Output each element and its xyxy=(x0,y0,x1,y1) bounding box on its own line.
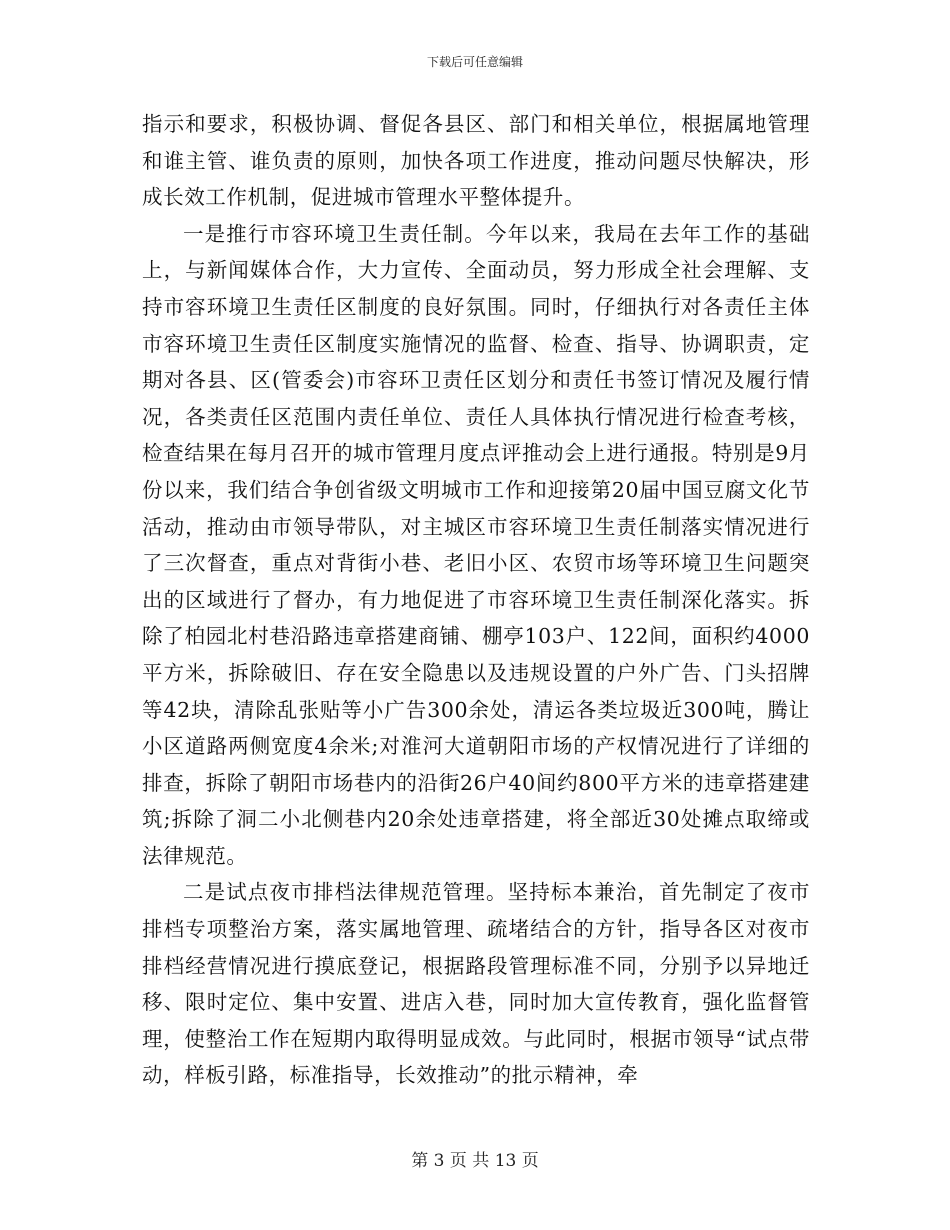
paragraph-continuation: 指示和要求，积极协调、督促各县区、部门和相关单位，根据属地管理和谁主管、谁负责的原则，加快各项工作进度，推动问题尽快解决，形成长效工作机制，促进城市管理水平整体提升。 xyxy=(142,112,810,210)
paragraph-sanitation-responsibility: 一是推行市容环境卫生责任制。今年以来，我局在去年工作的基础上，与新闻媒体合作，大力宣传、全面动员，努力形成全社会理解、支持市容环境卫生责任区制度的良好氛围。同时，仔细执行对各责任主体市容环境卫生责任区制度实施情况的监督、检查、指导、协调职责，定期对各县、区(管委会)市容环卫责任区划分和责任书签订情况及履行情况，各类责任区范围内责任单位、责任人具体执行情况进行检查考核，检查结果在每月召开的城市管理月度点评推动会上进行通报。特别是9月份以来，我们结合争创省级文明城市工作和迎接第20届中国豆腐文化节活动，推动由市领导带队，对主城区市容环境卫生责任制落实情况进行了三次督查，重点对背街小巷、老旧小区、农贸市场等环境卫生问题突出的区域进行了督办，有力地促进了市容环境卫生责任制深化落实。拆除了柏园北村巷沿路违章搭建商铺、棚亭103户、122间，面积约4000平方米，拆除破旧、存在安全隐患以及违规设置的户外广告、门头招牌等42块，清除乱张贴等小广告300余处，清运各类垃圾近300吨，腾让小区道路两侧宽度4余米;对淮河大道朝阳市场的产权情况进行了详细的排查，拆除了朝阳市场巷内的沿街26户40间约800平方米的违章搭建建筑;拆除了洞二小北侧巷内20余处违章搭建，将全部近30处摊点取缔或法律规范。 xyxy=(142,221,810,868)
document-body xyxy=(142,106,810,1094)
paragraph-night-market: 二是试点夜市排档法律规范管理。坚持标本兼治，首先制定了夜市排档专项整治方案，落实属地管理、疏堵结合的方针，指导各区对夜市排档经营情况进行摸底登记，根据路段管理标准不同，分别予以异地迁移、限时定位、集中安置、进店入巷，同时加大宣传教育，强化监督管理，使整治工作在短期内取得明显成效。与此同时，根据市领导“试点带动，样板引路，标准指导，长效推动”的批示精神，牵 xyxy=(142,880,810,1088)
page-header-note: 下载后可任意编辑 xyxy=(426,55,523,69)
page-number: 第 3 页 共 13 页 xyxy=(411,1151,539,1171)
